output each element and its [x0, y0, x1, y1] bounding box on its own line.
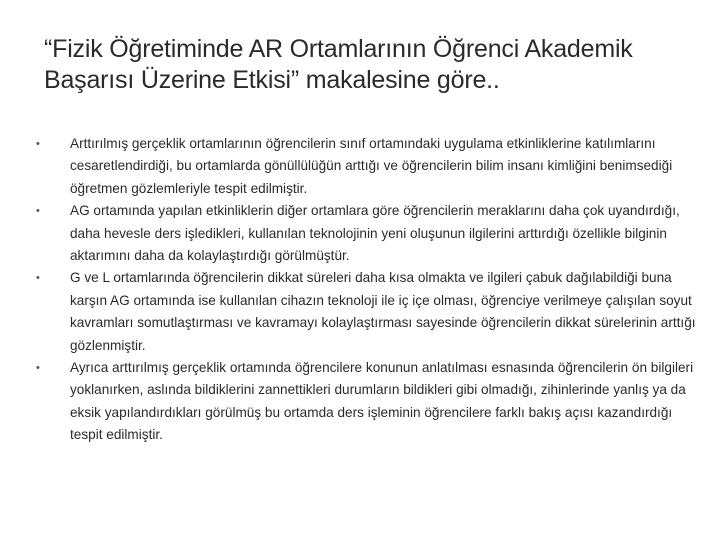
bullet-text: Arttırılmış gerçeklik ortamlarının öğrencilerin sınıf ortamındaki uygulama etkinliklerine katılımlarını cesaretlendirdiği, bu ortamlarda gönüllülüğün arttığı ve öğrencilerin bilim insanı kimliğini benimsediği öğretmen gözlemleriyle tespit edilmiştir. [70, 136, 673, 196]
slide-title: “Fizik Öğretiminde AR Ortamlarının Öğrenci Akademik Başarısı Üzerine Etkisi” makalesine göre.. [44, 35, 633, 94]
bullet-item [36, 267, 706, 357]
bullet-list [36, 133, 706, 447]
bullet-text: Ayrıca arttırılmış gerçeklik ortamında öğrencilere konunun anlatılması esnasında öğrencilerin ön bilgileri yoklanırken, aslında bildiklerini zannettikleri durumların bildikleri gibi olmadığı, zihinlerinde yanlış ya da eksik yapılandırdıkları görülmüş bu ortamda ders işleminin öğrencilere farklı bakış açısı kazandırdığı tespit edilmiştir. [70, 360, 694, 443]
bullet-item [36, 200, 706, 267]
bullet-icon: • [36, 272, 40, 285]
bullet-text: AG ortamında yapılan etkinliklerin diğer ortamlara göre öğrencilerin meraklarını daha çok uyandırdığı, daha hevesle ders işledikleri, kullanılan teknolojinin yeni oluşunun ilgilerini arttırdığı özellikle bilginin aktarımını daha da kolaylaştırdığı görülmüştür. [70, 203, 680, 264]
bullet-item [36, 133, 706, 200]
bullet-text: G ve L ortamlarında öğrencilerin dikkat süreleri daha kısa olmakta ve ilgileri çabuk dağılabildiği buna karşın AG ortamında ise kullanılan cihazın teknoloji ile iç içe olması, öğrenciye verilmeye çalışılan soyut kavramları somutlaştırması ve kavramayı kolaylaştırması sayesinde öğrencilerin dikkat sürelerinin arttığı gözlenmiştir. [70, 270, 696, 353]
bullet-icon: • [36, 205, 40, 218]
bullet-item [36, 357, 706, 447]
bullet-icon: • [36, 138, 40, 150]
bullet-icon: • [36, 362, 40, 375]
